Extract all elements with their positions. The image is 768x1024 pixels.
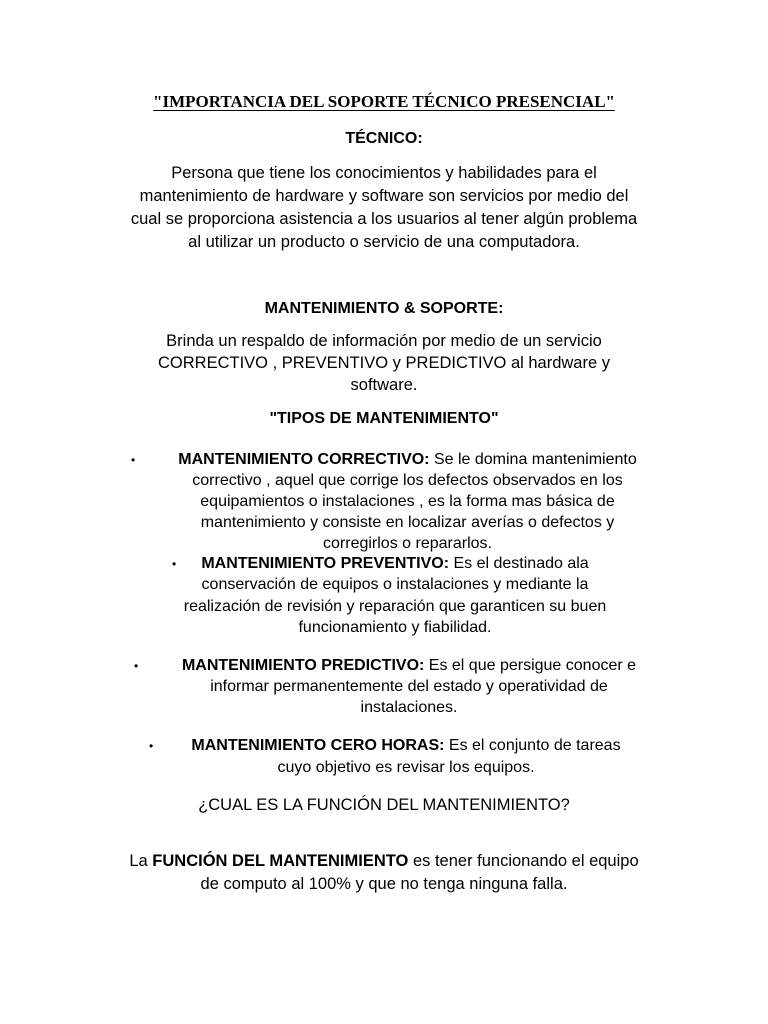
tecnico-line-3: cual se proporciona asistencia a los usuarios al tener algún problema — [130, 210, 638, 228]
correctivo-line-5: corregirlos o repararlos. — [323, 535, 492, 552]
predictivo-line-2: informar permanentemente del estado y operatividad de — [210, 678, 608, 695]
tecnico-line-2: mantenimiento de hardware y software son servicios por medio del — [139, 187, 629, 205]
correctivo-term: MANTENIMIENTO CORRECTIVO: — [178, 451, 430, 468]
bullet: • — [149, 739, 154, 753]
correctivo-line-3: equipamientos o instalaciones , es la forma mas básica de — [200, 493, 615, 510]
soporte-line-3: software. — [350, 376, 418, 394]
tecnico-line-1: Persona que tiene los conocimientos y habilidades para el — [171, 164, 597, 182]
bullet: • — [172, 557, 177, 571]
bullet: • — [131, 453, 136, 467]
cero-horas-line-2: cuyo objetivo es revisar los equipos. — [277, 759, 535, 776]
heading-tecnico: TÉCNICO: — [345, 130, 423, 147]
predictivo-line-3: instalaciones. — [360, 699, 458, 716]
preventivo-first-line: MANTENIMIENTO PREVENTIVO: Es el destinado ala — [201, 555, 589, 572]
preventivo-term: MANTENIMIENTO PREVENTIVO: — [201, 555, 450, 572]
answer-bold-term: FUNCIÓN DEL MANTENIMIENTO — [152, 852, 409, 870]
preventivo-line-3: realización de revisión y reparación que garanticen su buen — [183, 598, 607, 615]
predictivo-first-line: MANTENIMIENTO PREDICTIVO: Es el que persigue conocer e — [181, 657, 637, 674]
bullet: • — [134, 659, 139, 673]
answer-line-2: de computo al 100% y que no tenga ninguna falla. — [200, 875, 568, 893]
preventivo-line-4: funcionamiento y fiabilidad. — [298, 619, 492, 636]
correctivo-line-2: correctivo , aquel que corrige los defectos observados en los — [192, 472, 623, 489]
correctivo-line-4: mantenimiento y consiste en localizar averías o defectos y — [200, 514, 615, 531]
heading-soporte: MANTENIMIENTO & SOPORTE: — [264, 300, 504, 317]
cero-horas-term: MANTENIMIENTO CERO HORAS: — [191, 737, 445, 754]
tecnico-line-4: al utilizar un producto o servicio de una computadora. — [188, 233, 580, 251]
answer-line-1: La FUNCIÓN DEL MANTENIMIENTO es tener funcionando el equipo — [129, 852, 639, 870]
heading-tipos: "TIPOS DE MANTENIMIENTO" — [269, 410, 499, 427]
preventivo-line-2: conservación de equipos o instalaciones y mediante la — [201, 576, 589, 593]
soporte-line-1: Brinda un respaldo de información por medio de un servicio — [166, 332, 602, 350]
correctivo-first-line: MANTENIMIENTO CORRECTIVO: Se le domina mantenimiento — [178, 451, 637, 468]
cero-horas-first-line: MANTENIMIENTO CERO HORAS: Es el conjunto de tareas — [191, 737, 621, 754]
soporte-line-2: CORRECTIVO , PREVENTIVO y PREDICTIVO al hardware y — [157, 354, 610, 372]
question-text: ¿CUAL ES LA FUNCIÓN DEL MANTENIMIENTO? — [198, 796, 570, 814]
document-title: "IMPORTANCIA DEL SOPORTE TÉCNICO PRESENCIAL" — [153, 92, 615, 111]
predictivo-term: MANTENIMIENTO PREDICTIVO: — [181, 657, 425, 674]
